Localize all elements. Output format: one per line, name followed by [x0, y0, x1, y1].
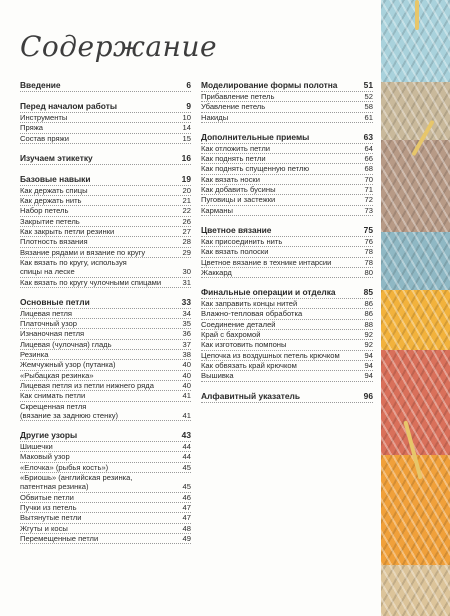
toc-section [20, 101, 191, 144]
toc-entry-page: 80 [364, 267, 373, 277]
toc-section-title: Изучаем этикетку [20, 152, 93, 163]
toc-entry-page: 37 [182, 339, 191, 349]
toc-entry-label: Вытянутые петли [20, 513, 82, 523]
toc-section-heading[interactable] [201, 80, 373, 92]
toc-entry[interactable] [20, 237, 191, 247]
toc-entry-label: Край с бахромой [201, 330, 261, 340]
toc-entry-label: Закрытие петель [20, 216, 80, 226]
toc-entry-page: 30 [182, 267, 191, 277]
toc-entry-label: Как изготовить помпоны [201, 340, 287, 350]
toc-entry[interactable] [20, 217, 191, 227]
toc-entry[interactable] [20, 278, 191, 288]
toc-entry-page: 36 [182, 329, 191, 339]
toc-entry-page: 31 [182, 277, 191, 287]
toc-entry[interactable] [20, 329, 191, 339]
toc-entry[interactable] [20, 134, 191, 144]
toc-section-heading[interactable] [20, 174, 191, 186]
toc-entry[interactable] [20, 206, 191, 216]
toc-entry-page: 73 [364, 205, 373, 215]
toc-entry-page: 47 [182, 502, 191, 512]
toc-entry-page: 72 [364, 195, 373, 205]
toc-section-title: Моделирование формы полотна [201, 80, 338, 90]
toc-entry-page: 20 [182, 185, 191, 195]
toc-entry-label: Как закрыть петли резинки [20, 227, 115, 237]
toc-section-title: Базовые навыки [20, 173, 91, 184]
toc-section-title: Основные петли [20, 296, 90, 307]
toc-entry-label: Прибавление петель [201, 92, 275, 101]
toc-entry[interactable] [201, 113, 373, 123]
toc-entry-label: Обвитые петли [20, 492, 74, 502]
toc-entry[interactable] [201, 320, 373, 330]
toc-entry-label: Пучки из петель [20, 502, 77, 512]
toc-entry-label: «Елочка» (рыбья кость») [20, 462, 109, 472]
toc-entry-page: 44 [182, 452, 191, 462]
toc-entry[interactable] [20, 350, 191, 360]
toc-entry-label: Состав пряжи [20, 133, 69, 143]
toc-entry[interactable] [20, 371, 191, 381]
knitting-swatches-illustration [381, 0, 450, 616]
toc-entry-page: 47 [182, 513, 191, 523]
toc-entry-page: 78 [364, 257, 373, 267]
toc-section-page: 51 [363, 80, 373, 90]
toc-entry[interactable] [201, 371, 373, 381]
toc-entry[interactable] [20, 463, 191, 473]
swatch-beige [381, 82, 450, 140]
swatch-light-blue [381, 232, 450, 290]
toc-entry-page: 78 [364, 247, 373, 257]
toc-entry-label: Как держать нить [20, 196, 82, 206]
toc-entry-page: 88 [364, 319, 373, 329]
toc-entry-label: Карманы [201, 205, 233, 215]
toc-entry-label: Маковый узор [20, 452, 70, 462]
toc-entry-label: Как поднять спущенную петлю [201, 164, 310, 174]
toc-entry-label: Набор петель [20, 206, 69, 216]
toc-entry-label: Перемещенные петли [20, 533, 99, 543]
swatch-red [381, 350, 450, 455]
toc-entry-page: 41 [182, 410, 191, 420]
toc-entry-label: Цепочка из воздушных петель крючком [201, 350, 340, 360]
toc-entry-page: 15 [182, 133, 191, 143]
toc-entry-label: Влажно-тепловая обработка [201, 309, 303, 319]
toc-section-title: Дополнительные приемы [201, 131, 310, 142]
toc-entry-label: Изнаночная петля [20, 329, 85, 339]
toc-entry[interactable] [201, 237, 373, 247]
toc-entry[interactable] [20, 340, 191, 350]
toc-entry-label: Шишечки [20, 442, 53, 452]
toc-section-heading[interactable] [201, 287, 373, 299]
toc-section-heading[interactable] [20, 101, 191, 113]
toc-entry-page: 70 [364, 174, 373, 184]
toc-column-left [20, 80, 191, 553]
toc-entry[interactable] [201, 340, 373, 350]
toc-entry-page: 61 [364, 112, 373, 122]
toc-entry[interactable] [20, 186, 191, 196]
toc-section-title: Введение [20, 80, 61, 90]
toc-column-right [201, 80, 373, 412]
toc-entry-page: 52 [364, 92, 373, 101]
toc-entry-label: Вязание рядами и вязание по кругу [20, 247, 146, 257]
toc-entry[interactable] [20, 196, 191, 206]
toc-entry[interactable] [20, 452, 191, 462]
toc-entry[interactable] [20, 391, 191, 401]
toc-entry[interactable] [20, 113, 191, 123]
toc-entry-label: Жгуты и косы [20, 523, 68, 533]
toc-entry-page: 66 [364, 154, 373, 164]
toc-entry-label: Убавление петель [201, 102, 266, 112]
swatch-tan [381, 565, 450, 616]
toc-entry-label: Резинка [20, 350, 49, 360]
toc-entry[interactable] [201, 247, 373, 257]
toc-entry-label: Вышивка [201, 371, 234, 381]
toc-entry-label: Лицевая (чулочная) гладь [20, 339, 112, 349]
toc-entry[interactable] [20, 493, 191, 503]
toc-entry-label-line1[interactable]: Скрещенная петля [20, 401, 87, 411]
toc-entry-page: 68 [364, 164, 373, 174]
toc-section-page: 16 [181, 152, 191, 163]
toc-entry[interactable] [201, 258, 373, 268]
toc-entry-page: 92 [364, 340, 373, 350]
toc-entry-page: 86 [364, 299, 373, 309]
toc-entry-label: Платочный узор [20, 319, 77, 329]
toc-entry-page: 35 [182, 319, 191, 329]
toc-entry[interactable] [20, 309, 191, 319]
toc-section [201, 80, 373, 123]
toc-section [20, 80, 191, 92]
toc-section-heading[interactable] [20, 80, 191, 92]
toc-entry-page: 49 [182, 533, 191, 543]
toc-entry-label: Пряжа [20, 123, 44, 133]
toc-entry-label: Как добавить бусины [201, 185, 276, 195]
toc-entry[interactable] [201, 185, 373, 195]
toc-entry-label: Накиды [201, 112, 229, 122]
toc-entry-label: Плотность вязания [20, 237, 88, 247]
toc-section-title: Цветное вязание [201, 224, 272, 235]
toc-entry[interactable] [201, 92, 373, 102]
toc-section-heading[interactable] [20, 430, 191, 442]
toc-section-heading[interactable] [201, 391, 373, 403]
toc-entry-label: Как поднять петли [201, 154, 266, 164]
toc-entry-page: 40 [182, 380, 191, 390]
toc-entry[interactable] [20, 123, 191, 133]
toc-entry[interactable] [20, 503, 191, 513]
toc-entry[interactable] [201, 351, 373, 361]
swatch-yellow [381, 290, 450, 350]
toc-section-title: Другие узоры [20, 430, 78, 441]
toc-section [20, 153, 191, 165]
toc-entry-label: Как присоединить нить [201, 236, 283, 246]
toc-entry-page: 29 [182, 247, 191, 257]
toc-entry[interactable] [201, 268, 373, 278]
needle-top [415, 0, 419, 30]
page-title: Содержание [20, 30, 218, 63]
toc-entry-label: Как вязать полоски [201, 247, 269, 257]
toc-section-page: 43 [181, 430, 191, 441]
toc-entry-page: 28 [182, 237, 191, 247]
toc-entry-label: Жаккард [201, 267, 232, 277]
toc-entry[interactable] [201, 361, 373, 371]
toc-entry[interactable] [201, 309, 373, 319]
toc-entry[interactable] [20, 534, 191, 544]
toc-entry-page: 94 [364, 350, 373, 360]
toc-entry-page: 21 [182, 196, 191, 206]
toc-entry-page: 48 [182, 523, 191, 533]
toc-entry-label: Инструменты [20, 113, 68, 122]
toc-entry[interactable] [201, 102, 373, 112]
toc-section [201, 391, 373, 403]
toc-entry[interactable] [201, 144, 373, 154]
toc-entry-page: 92 [364, 330, 373, 340]
toc-entry[interactable] [20, 381, 191, 391]
toc-section-page: 96 [363, 390, 373, 401]
toc-entry[interactable] [20, 360, 191, 370]
toc-entry-page: 46 [182, 492, 191, 502]
toc-section-page: 19 [181, 173, 191, 184]
toc-entry-label: Лицевая петля [20, 308, 73, 318]
toc-section-page: 33 [181, 296, 191, 307]
toc-section-heading[interactable] [201, 225, 373, 237]
toc-entry-page: 22 [182, 206, 191, 216]
toc-entry-page: 45 [182, 462, 191, 472]
toc-entry[interactable] [20, 267, 191, 277]
toc-entry-label: спицы на леске [20, 267, 75, 277]
toc-section [20, 174, 191, 288]
toc-section [20, 297, 191, 421]
toc-entry[interactable] [20, 442, 191, 452]
toc-entry[interactable] [201, 175, 373, 185]
toc-entry-page: 94 [364, 360, 373, 370]
toc-section-title: Перед началом работы [20, 101, 117, 111]
toc-section [201, 225, 373, 278]
toc-entry-page: 64 [364, 143, 373, 153]
toc-entry[interactable] [201, 330, 373, 340]
toc-entry-page: 94 [364, 371, 373, 381]
toc-entry-page: 26 [182, 216, 191, 226]
toc-entry-label: Как держать спицы [20, 185, 88, 195]
toc-entry-label-line1[interactable]: «Бриошь» (английская резинка, [20, 473, 133, 483]
toc-section-title: Финальные операции и отделка [201, 287, 336, 298]
toc-entry-label: Пуговицы и застежки [201, 195, 276, 205]
toc-entry-page: 86 [364, 309, 373, 319]
toc-entry-label: Как снимать петли [20, 391, 86, 401]
toc-entry-label: Как обвязать край крючком [201, 360, 297, 370]
toc-entry[interactable] [20, 319, 191, 329]
toc-entry-page: 44 [182, 442, 191, 452]
toc-entry-page: 76 [364, 236, 373, 246]
toc-entry-page: 27 [182, 227, 191, 237]
toc-entry-page: 34 [182, 308, 191, 318]
toc-entry-label: Как заправить концы нитей [201, 299, 298, 309]
toc-section-page: 9 [186, 101, 191, 111]
toc-entry[interactable] [201, 164, 373, 174]
toc-entry-label: Цветное вязание в технике интарсии [201, 257, 332, 267]
toc-entry-page: 71 [364, 185, 373, 195]
toc-entry-label: Как вязать по кругу чулочными спицами [20, 277, 162, 287]
toc-section-page: 75 [363, 224, 373, 235]
toc-section-heading[interactable] [201, 132, 373, 144]
toc-entry-page: 45 [182, 482, 191, 492]
toc-section-heading[interactable] [20, 153, 191, 165]
toc-section-page: 6 [186, 80, 191, 90]
toc-entry-page: 14 [182, 123, 191, 133]
toc-section-heading[interactable] [20, 297, 191, 309]
toc-entry-label: (вязание за заднюю стенку) [20, 410, 119, 420]
toc-entry-label: патентная резинка) [20, 482, 89, 492]
toc-entry-label: Соединение деталей [201, 319, 276, 329]
toc-section-title: Алфавитный указатель [201, 390, 300, 401]
toc-entry-page: 58 [364, 102, 373, 112]
swatch-orange [381, 455, 450, 565]
toc-entry[interactable] [201, 154, 373, 164]
toc-section [201, 132, 373, 216]
toc-entry-label: Как отложить петли [201, 143, 271, 153]
toc-entry-label: Лицевая петля из петли нижнего ряда [20, 380, 154, 390]
toc-entry-page: 10 [182, 113, 191, 122]
toc-entry[interactable] [20, 411, 191, 421]
toc-entry-page: 40 [182, 360, 191, 370]
toc-entry[interactable] [201, 206, 373, 216]
toc-entry[interactable] [20, 524, 191, 534]
toc-entry-label-line1[interactable]: Как вязать по кругу, используя [20, 257, 127, 267]
toc-entry-label: Жемчужный узор (путанка) [20, 360, 116, 370]
toc-entry[interactable] [20, 227, 191, 237]
toc-section [201, 287, 373, 381]
toc-entry[interactable] [201, 195, 373, 205]
toc-section-page: 85 [363, 287, 373, 298]
toc-entry-page: 38 [182, 350, 191, 360]
toc-section-page: 63 [363, 131, 373, 142]
toc-entry[interactable] [20, 482, 191, 492]
toc-entry[interactable] [20, 513, 191, 523]
toc-entry-page: 41 [182, 391, 191, 401]
toc-section [20, 430, 191, 544]
toc-entry-label: «Рыбацкая резинка» [20, 370, 94, 380]
toc-entry[interactable] [201, 299, 373, 309]
toc-entry-page: 40 [182, 370, 191, 380]
toc-entry[interactable] [20, 248, 191, 258]
toc-entry-label: Как вязать носки [201, 174, 260, 184]
